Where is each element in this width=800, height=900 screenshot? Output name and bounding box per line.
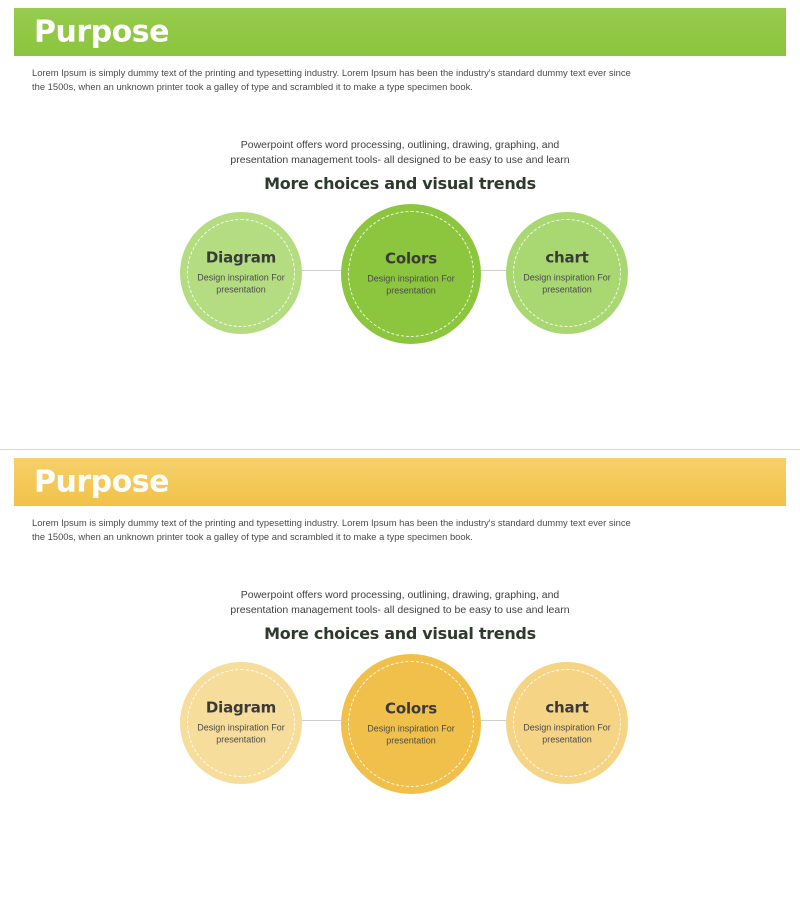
subtitle-heading: More choices and visual trends [264, 174, 536, 193]
circle-description: Design inspiration For presentation [197, 272, 285, 295]
circle-node-chart[interactable] [506, 662, 628, 784]
circle-title: Colors [385, 249, 437, 268]
circle-title: Diagram [205, 248, 277, 267]
subtitle-line-2: presentation management tools- all designed to be easy to use and learn [230, 154, 570, 166]
circle-title: Diagram [205, 698, 277, 717]
title-banner-yellow [14, 458, 786, 506]
subtitle-line-1: Powerpoint offers word processing, outlining, drawing, graphing, and [240, 139, 560, 151]
circle-title: chart [545, 698, 589, 717]
circle-node-diagram[interactable] [180, 662, 302, 784]
subtitle-line-2: presentation management tools- all designed to be easy to use and learn [230, 604, 570, 616]
subtitle-line-1: Powerpoint offers word processing, outlining, drawing, graphing, and [240, 589, 560, 601]
circle-description: Design inspiration For presentation [523, 722, 611, 745]
intro-paragraph: Lorem Ipsum is simply dummy text of the printing and typesetting industry. Lorem Ipsum has been the industry's standard dummy text ever since the 1500s, when an unknown printer took a galley of type and scrambled it to make a type specimen book. [32, 517, 631, 542]
page-title: Purpose [34, 14, 169, 50]
circle-diagram-yellow [14, 654, 786, 794]
circle-node-diagram[interactable] [180, 212, 302, 334]
subtitle-block [14, 588, 786, 643]
circle-description: Design inspiration For presentation [367, 723, 455, 746]
slide-canvas-yellow [14, 458, 786, 892]
intro-paragraph: Lorem Ipsum is simply dummy text of the printing and typesetting industry. Lorem Ipsum has been the industry's standard dummy text ever since the 1500s, when an unknown printer took a galley of type and scrambled it to make a type specimen book. [32, 67, 631, 92]
circle-description: Design inspiration For presentation [523, 272, 611, 295]
subtitle-block [14, 138, 786, 193]
circle-node-content [506, 249, 628, 296]
title-banner-green [14, 8, 786, 56]
circle-title: chart [545, 248, 589, 267]
circle-node-colors[interactable] [341, 204, 481, 344]
circle-node-colors[interactable] [341, 654, 481, 794]
circle-node-content [341, 250, 481, 297]
slide-canvas-green [14, 8, 786, 442]
slide-yellow [0, 450, 800, 900]
circle-node-content [180, 699, 302, 746]
circle-node-chart[interactable] [506, 212, 628, 334]
circle-diagram-green [14, 204, 786, 344]
subtitle-heading: More choices and visual trends [264, 624, 536, 643]
page-title: Purpose [34, 464, 169, 500]
circle-title: Colors [385, 699, 437, 718]
circle-node-content [180, 249, 302, 296]
circle-description: Design inspiration For presentation [197, 722, 285, 745]
circle-node-content [506, 699, 628, 746]
circle-node-content [341, 700, 481, 747]
circle-description: Design inspiration For presentation [367, 273, 455, 296]
